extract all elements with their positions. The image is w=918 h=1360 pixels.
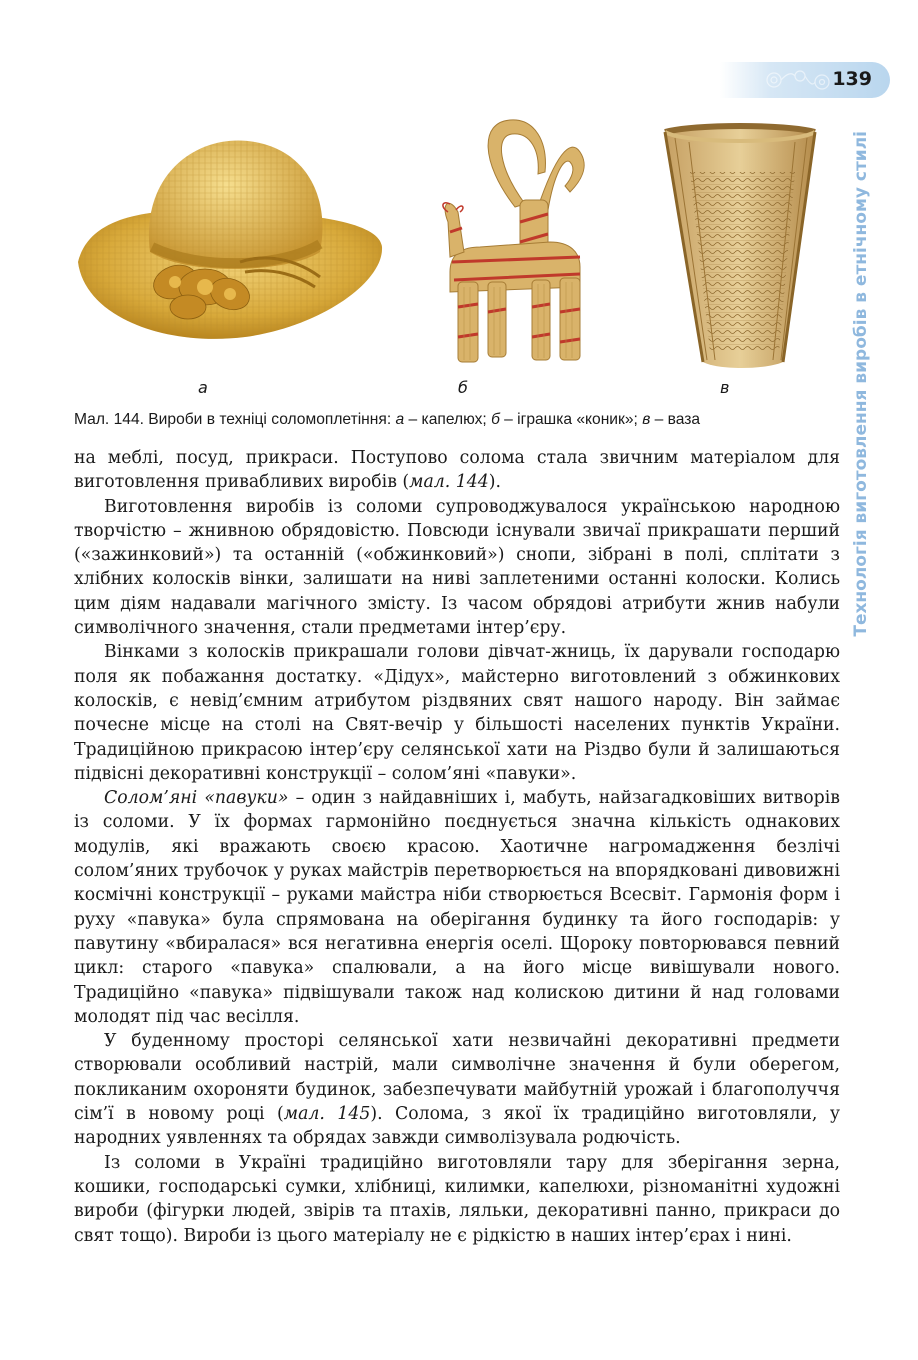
side-section-title xyxy=(846,124,876,644)
floral-ornament-icon xyxy=(760,66,840,94)
figure-label-b: б xyxy=(458,378,468,397)
straw-hat-image xyxy=(70,112,390,397)
paragraph-1: на меблі, посуд, прикраси. Поступово солома стала звичним матеріалом для виготовлення привабливих виробів (мал. 144). xyxy=(74,448,840,493)
caption-prefix: Мал. 144. Вироби в техніці соломоплетіння: xyxy=(74,411,396,428)
figure-label-a: а xyxy=(198,378,208,397)
paragraph-6: Із соломи в Україні традиційно виготовляли тару для зберігання зерна, кошики, господарські сумки, хлібниці, килимки, капелюхи, різноманітні художні вироби (фігурки людей, звірів та птахів, ляльки, декоративні панно, прикраси до свят тощо). Вироби із цього матеріалу не є рідкістю в наших інтер’єрах і нині. xyxy=(74,1152,840,1246)
page-number: 139 xyxy=(832,68,872,90)
figure-144 xyxy=(70,112,830,402)
paragraph-3: Вінками з колосків прикрашали голови дівчат-жниць, їх дарували господарю поля як побажання достатку. «Дідух», майстерно виготовлений з обжинкових колосків, є невід’ємним атрибутом різдвяних свят нашого народу. Він займає почесне місце на столі на Свят-вечір у більшості населених пунктів України. Традиційною прикрасою інтер’єру селянської хати на Різдво були й залишаються підвісні декоративні конструкції – солом’яні «павуки». xyxy=(74,642,840,784)
figure-caption xyxy=(74,411,844,429)
figure-label-c: в xyxy=(720,378,730,397)
caption-letter-b: б xyxy=(491,411,500,428)
figure-reference-145: мал. 145 xyxy=(283,1104,371,1125)
paragraph-2: Виготовлення виробів із соломи супроводжувалося українською народною творчістю – жнивною обрядовістю. Повсюди існували звичаї прикрашати перший («зажинковий») та останній («обжинковий») снопи, зібрані в полі, сплітати з хлібних колосків вінки, залишати на ниві заплетеними останні колоски. Колись цим діям надавали магічного змісту. Із часом обрядові атрибути жнив набули символічного значення, стали предметами інтер’єру. xyxy=(74,496,840,639)
figure-reference-144: мал. 144 xyxy=(409,472,489,493)
body-text xyxy=(74,446,840,1248)
term-straw-spiders: Солом’яні «павуки» xyxy=(104,788,289,809)
caption-text-a: – капелюх; xyxy=(404,411,492,428)
straw-goat-toy-image xyxy=(420,112,610,397)
side-section-title-text: Технологія виготовлення виробів в етнічному стилі xyxy=(851,131,871,637)
paragraph-4: Солом’яні «павуки» – один з найдавніших і, мабуть, найзагадковіших витворів із соломи. У їх формах гармонійно поєднується значна кількість однакових модулів, які вражають своєю красою. Хаотичне нагромадження безлічі солом’яних трубочок у руках майстрів перетворюється на впорядковані дивовижні космічні конструкції – руками майстра ніби створюється Всесвіт. Гармонія форм і руху «павука» була спрямована на оберігання будинку та його господарів: у павутину «вбиралася» вся негативна енергія оселі. Щороку повторювався певний цикл: старого «павука» спалювали, а на його місце вивішували нового. Традиційно «павука» підвішували також над колискою дитини й над головами молодят під час весілля. xyxy=(74,788,841,1027)
page-number-badge xyxy=(720,62,890,98)
caption-text-b: – іграшка «коник»; xyxy=(499,411,643,428)
paragraph-5: У буденному просторі селянської хати незвичайні декоративні предмети створювали особливий настрій, мали символічне значення й були оберегом, покликаним охороняти будинок, забезпечувати майбутній урожай і благополуччя сім’ї в новому році (мал. 145). Солома, з якої їх традиційно виготовляли, у народних уявленнях та обрядах завжди символізувала родючість. xyxy=(74,1031,840,1149)
caption-letter-c: в xyxy=(642,411,651,428)
caption-text-c: – ваза xyxy=(650,411,701,428)
woven-vase-image xyxy=(655,112,825,397)
caption-letter-a: а xyxy=(395,411,405,428)
